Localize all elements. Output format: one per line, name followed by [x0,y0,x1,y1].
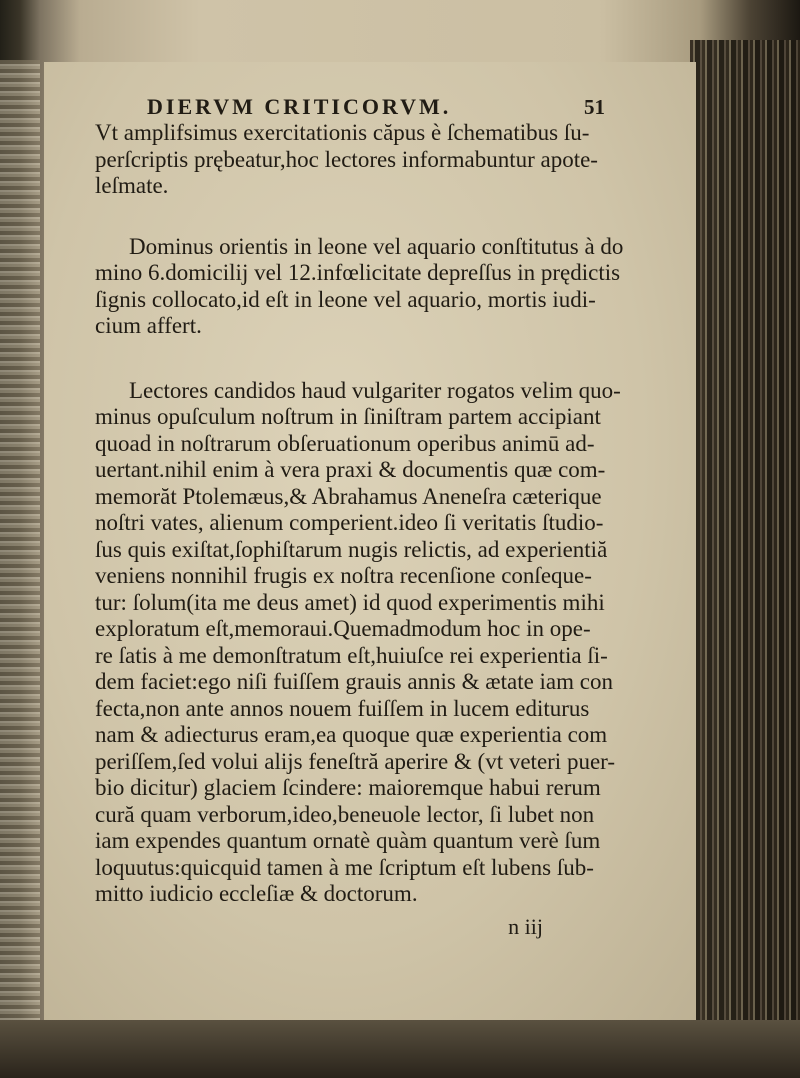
text-line: ſus quis exiſtat,ſophiſtarum nugis relictis, ad experientiă [95,536,608,562]
paragraph-2 [95,233,624,340]
text-line: cium affert. [95,313,202,338]
text-line: Dominus orientis in leone vel aquario conſtitutus à do [129,233,624,259]
text-line: nam & adiecturus eram,ea quoque quæ experientia com [95,722,608,747]
text-line: uertant.nihil enim à vera praxi & documentis quæ com- [95,457,606,482]
paragraph-1 [95,120,605,200]
page-number: 51 [584,95,605,119]
text-line: leſmate. [95,173,169,198]
text-line: exploratum eſt,memoraui.Quemadmodum hoc in ope- [95,616,591,641]
text-line: dem faciet:ego niſi fuiſſem grauis annis & ætate iam con [95,669,613,694]
text-line: tur: ſolum(ita me deus amet) id quod experimentis mihi [95,589,605,615]
book-right-page-edges [690,40,800,1020]
text-line: mino 6.domicilij vel 12.infœlicitate depreſſus in prędictis [95,260,621,285]
text-line: perſcriptis prębeatur,hoc lectores informabuntur apote- [95,146,598,172]
text-line: re ſatis à me demonſtratum eſt,huiuſce rei experientia ſi- [95,642,608,668]
text-line: quoad in noſtrarum obſeruationum operibus animū ad- [95,430,595,456]
text-line: noſtri vates, alienum comperient.ideo ſi veritatis ſtudio- [95,510,604,535]
running-title: DIERVM CRITICORVM. [147,94,452,119]
bottom-shadow [0,1020,800,1078]
book-left-edge [0,60,40,1020]
text-line: iam expendes quantum ornatè quàm quantum verè ſum [95,828,601,853]
text-line: veniens nonnihil frugis ex noſtra recenſione conſeque- [95,563,592,588]
text-line: Vt amplifsimus exercitationis căpus è ſchematibus ſu- [95,120,590,145]
text-line: ſignis collocato,id eſt in leone vel aquario, mortis iudi- [95,286,596,312]
paragraph-3 [95,377,621,908]
signature-mark: n iij [508,913,543,939]
text-line: periſſem,ſed volui alijs feneſtră aperire & (vt veteri puer- [95,748,616,774]
page-text [95,94,624,940]
text-line: bio dicitur) glaciem ſcindere: maioremque habui rerum [95,775,601,800]
text-line: cură quam verborum,ideo,beneuole lector, ſi lubet non [95,801,595,827]
text-line: mitto iudicio eccleſiæ & doctorum. [95,881,418,906]
text-line: Lectores candidos haud vulgariter rogatos velim quo- [129,377,621,403]
text-line: minus opuſculum noſtrum in ſiniſtram partem accipiant [95,404,601,429]
text-line: fecta,non ante annos nouem fuiſſem in lucem editurus [95,695,590,721]
text-line: memorăt Ptolemæus,& Abrahamus Aneneſra cæterique [95,483,602,509]
text-line: loquutus:quicquid tamen à me ſcriptum eſt lubens ſub- [95,854,594,880]
running-header [147,94,605,120]
